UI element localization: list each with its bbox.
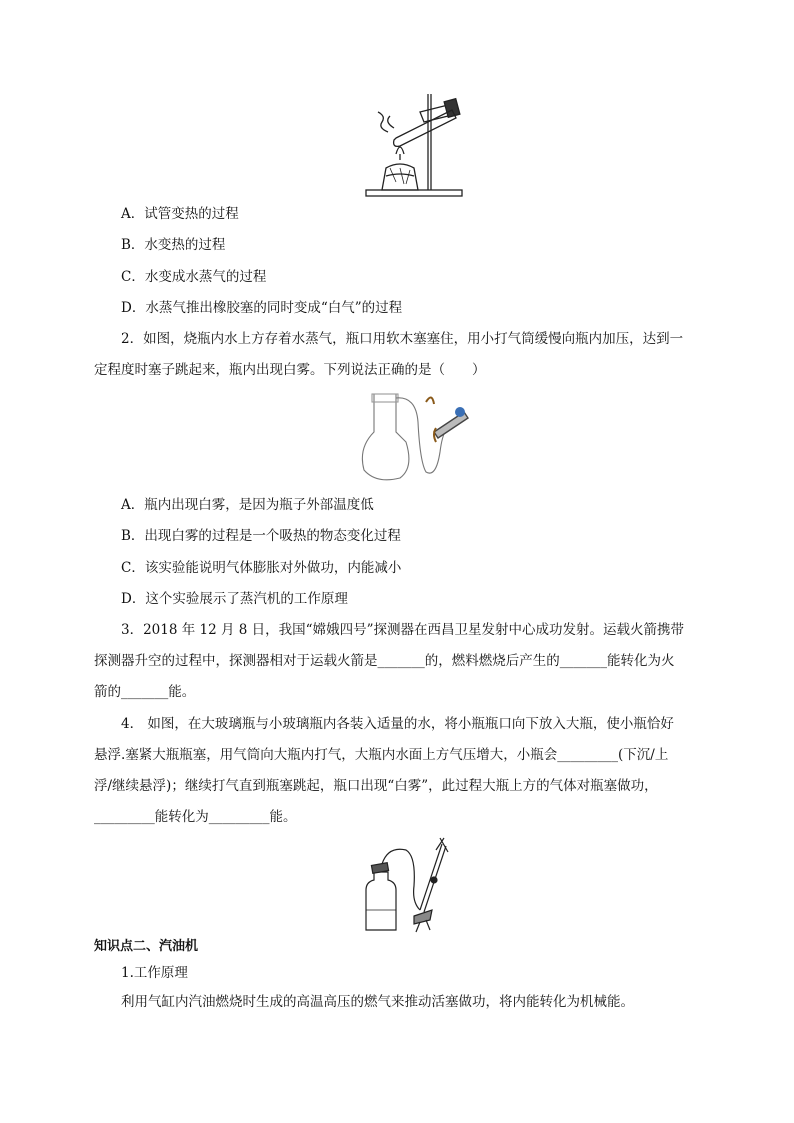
bottle-pump-figure bbox=[358, 836, 462, 934]
q4-line4: _________能转化为_________能。 bbox=[94, 809, 297, 825]
flask-pump-figure bbox=[356, 392, 476, 482]
q4-line2: 悬浮.塞紧大瓶瓶塞，用气筒向大瓶内打气，大瓶内水面上方气压增大，小瓶会_________(下沉/上 bbox=[94, 747, 669, 763]
q2-stem-line2: 定程度时塞子跳起来，瓶内出现白雾。下列说法正确的是（ ） bbox=[94, 362, 486, 378]
q1-option-d: D．水蒸气推出橡胶塞的同时变成“白气”的过程 bbox=[121, 300, 403, 316]
q1-option-b: B．水变热的过程 bbox=[121, 237, 226, 253]
q4-line1: 4． 如图，在大玻璃瓶与小玻璃瓶内各装入适量的水，将小瓶瓶口向下放入大瓶，使小瓶恰好 bbox=[121, 716, 674, 732]
q3-line3: 箭的_______能。 bbox=[94, 684, 196, 700]
q3-line1: 3．2018 年 12 月 8 日，我国“嫦娥四号”探测器在西昌卫星发射中心成功发射。运载火箭携带 bbox=[121, 622, 684, 638]
section-heading: 知识点二、汽油机 bbox=[94, 939, 199, 954]
section-text: 利用气缸内汽油燃烧时生成的高温高压的燃气来推动活塞做功，将内能转化为机械能。 bbox=[121, 994, 634, 1010]
q4-line3: 浮/继续悬浮)；继续打气直到瓶塞跳起，瓶口出现“白雾”，此过程大瓶上方的气体对瓶塞做功， bbox=[94, 778, 658, 794]
q2-option-b: B．出现白雾的过程是一个吸热的物态变化过程 bbox=[121, 528, 401, 544]
q2-option-c: C．该实验能说明气体膨胀对外做功，内能减小 bbox=[121, 560, 402, 576]
section-subheading: 1.工作原理 bbox=[121, 965, 188, 981]
q3-line2: 探测器升空的过程中，探测器相对于运载火箭是_______的，燃料燃烧后产生的_______能转化为火 bbox=[94, 653, 675, 669]
q1-option-c: C．水变成水蒸气的过程 bbox=[121, 269, 267, 285]
q2-option-d: D．这个实验展示了蒸汽机的工作原理 bbox=[121, 591, 348, 607]
q2-stem-line1: 2．如图，烧瓶内水上方存着水蒸气，瓶口用软木塞塞住，用小打气筒缓慢向瓶内加压，达到一 bbox=[121, 331, 684, 347]
q1-option-a: A．试管变热的过程 bbox=[121, 206, 239, 222]
test-tube-heating-figure bbox=[360, 92, 472, 200]
q2-option-a: A．瓶内出现白雾，是因为瓶子外部温度低 bbox=[121, 497, 374, 513]
